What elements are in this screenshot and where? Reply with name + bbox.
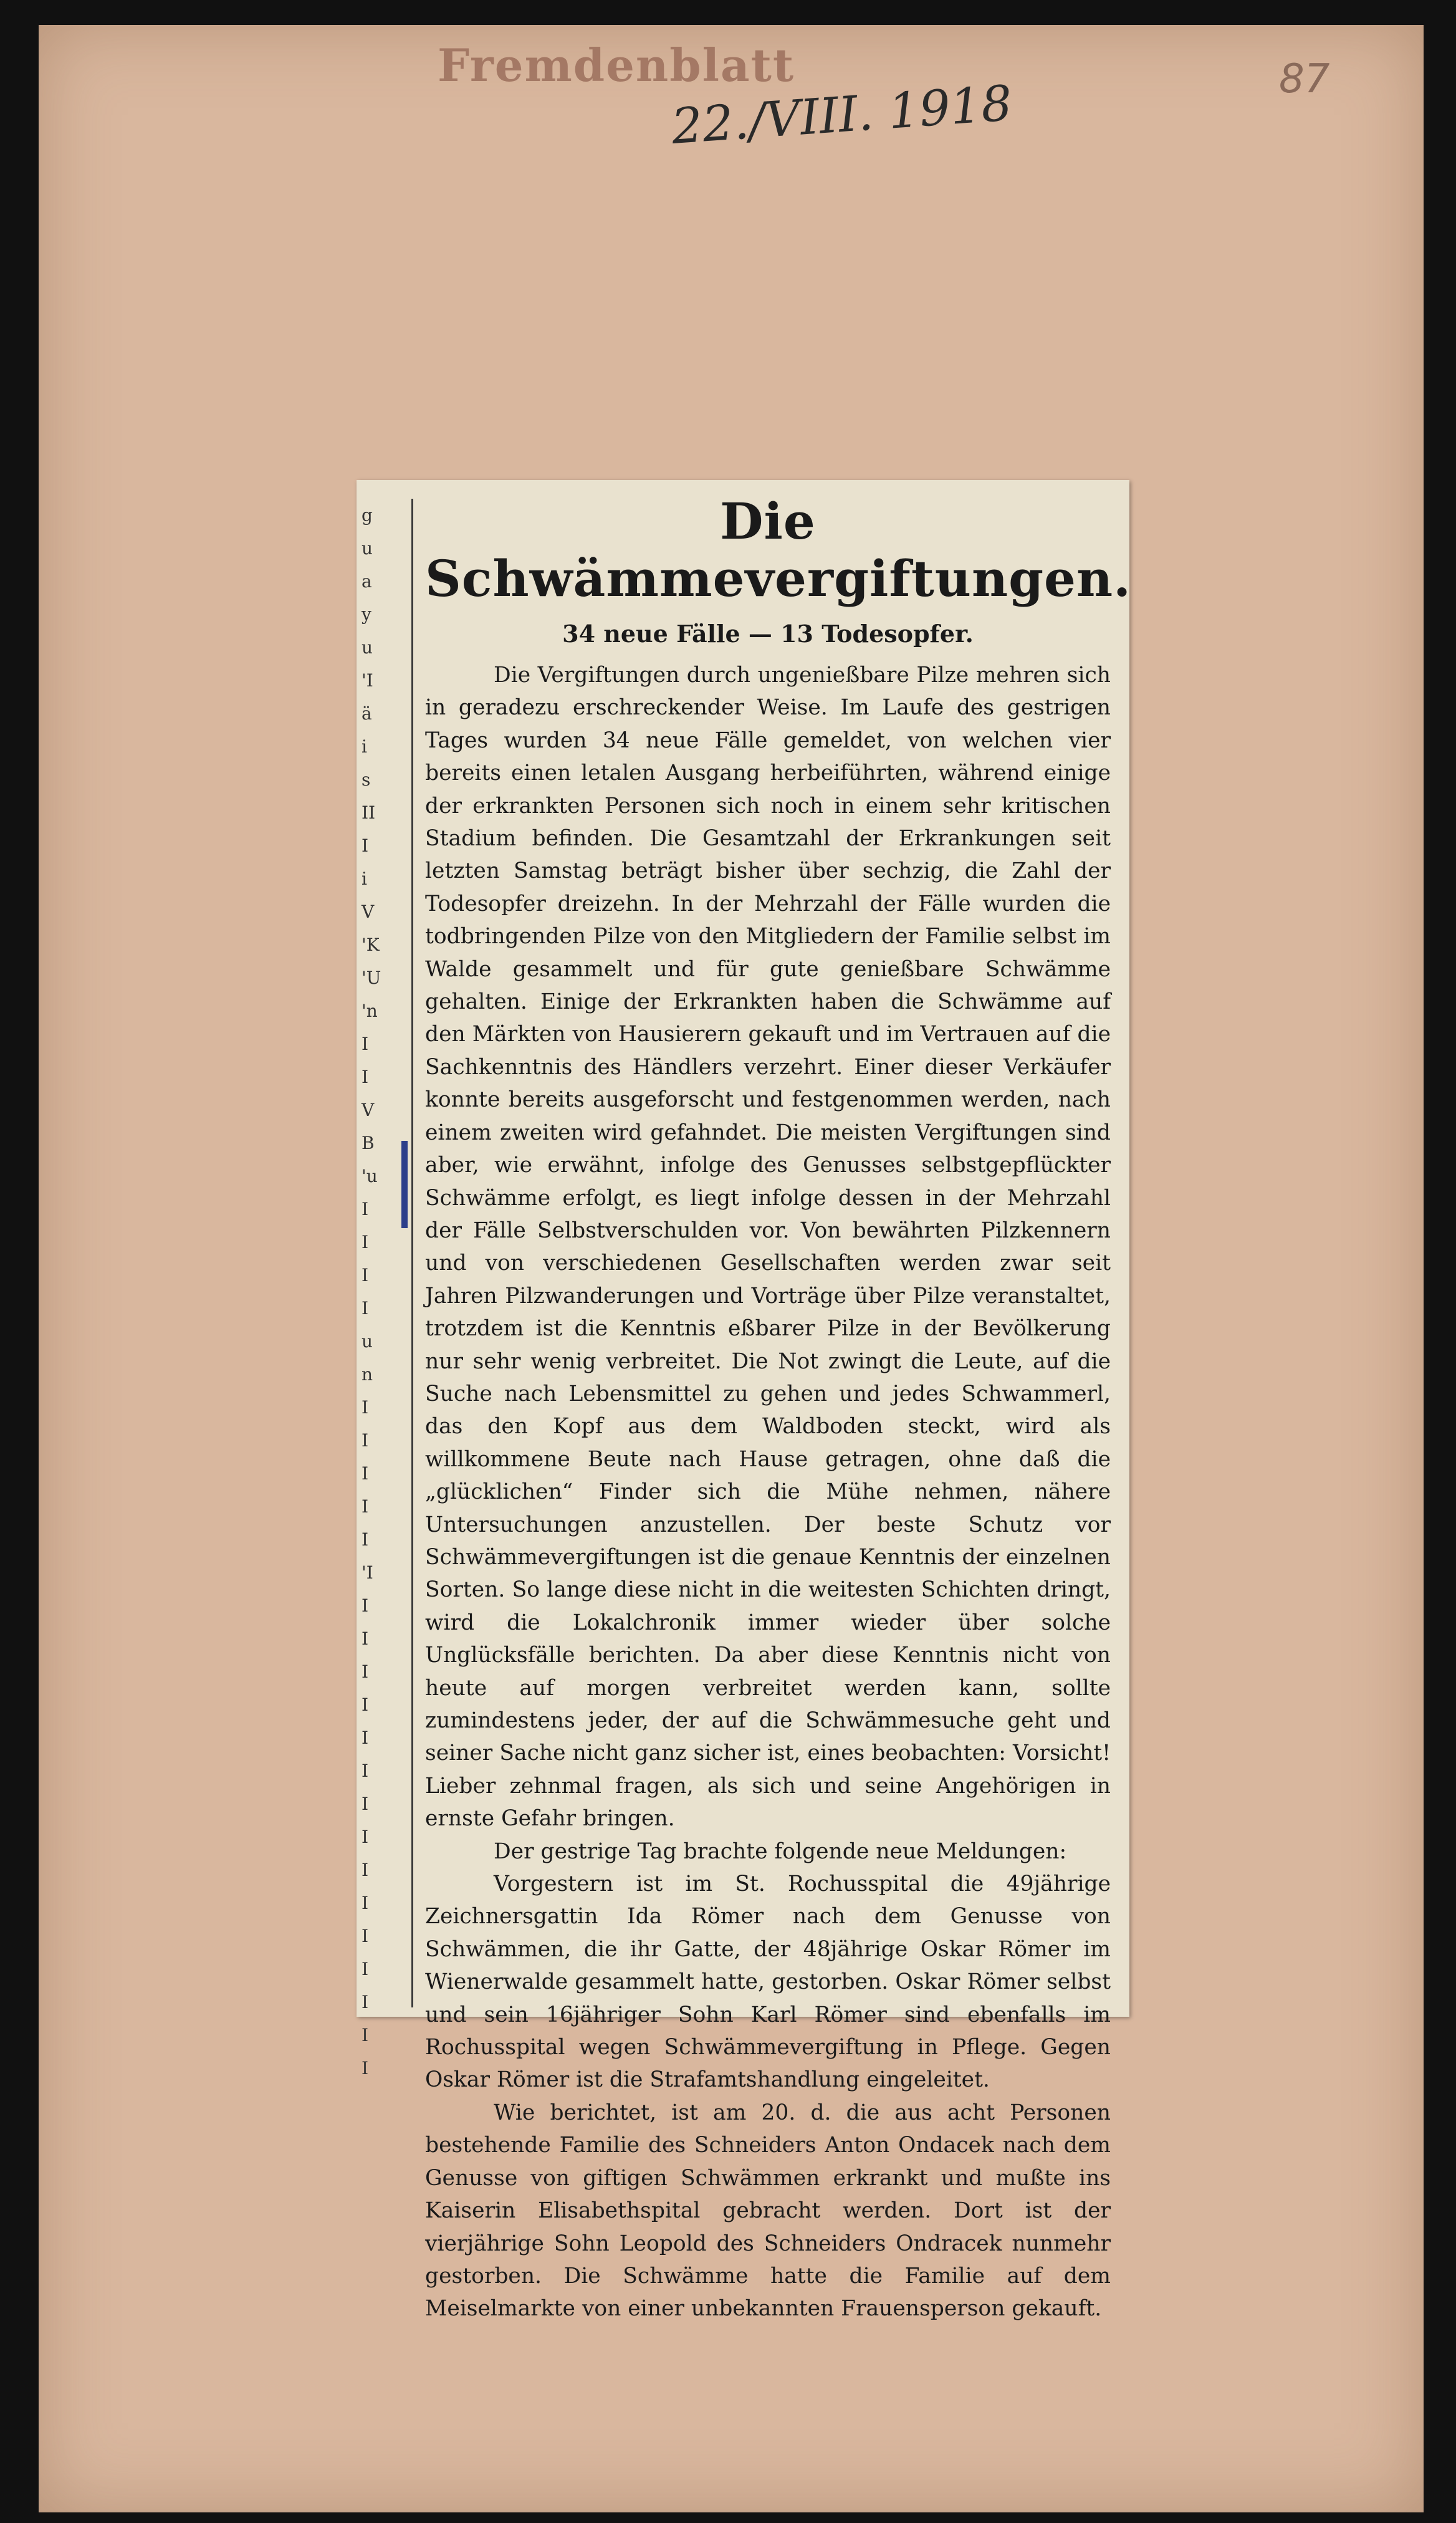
adjacent-column-fragment: I bbox=[362, 1529, 369, 1550]
adjacent-column-fragment: I bbox=[362, 1298, 369, 1319]
adjacent-column-fragment: I bbox=[362, 835, 369, 856]
newspaper-clipping bbox=[357, 480, 1131, 2322]
handwritten-date: 22./VIII. 1918 bbox=[669, 75, 1014, 155]
adjacent-column-fragment: I bbox=[362, 1992, 369, 2012]
adjacent-column-fragment: n bbox=[362, 1364, 373, 1385]
adjacent-column-fragment: I bbox=[362, 1893, 369, 1913]
adjacent-column-fragment: I bbox=[362, 1661, 369, 1682]
adjacent-column-fragment: V bbox=[362, 901, 375, 922]
blue-pencil-mark bbox=[401, 1141, 408, 1228]
adjacent-column-fragment: I bbox=[362, 1628, 369, 1649]
adjacent-column-fragment: 'I bbox=[362, 670, 373, 691]
adjacent-column-fragment: 'I bbox=[362, 1562, 373, 1583]
adjacent-column-fragment: I bbox=[362, 2025, 369, 2045]
adjacent-column-fragment: g bbox=[362, 505, 373, 526]
article-headline: Die Schwämmevergiftungen. bbox=[425, 492, 1131, 608]
adjacent-column-fragment: V bbox=[362, 1100, 375, 1120]
adjacent-column-fragment: u bbox=[362, 1331, 373, 1352]
adjacent-column-fragment: I bbox=[362, 1694, 369, 1715]
adjacent-column-fragment: B bbox=[362, 1133, 375, 1153]
article-paragraph: Wie berichtet, ist am 20. d. die aus acht Personen bestehende Familie des Schneiders Anton Ondacek nach dem Genusse von giftigen Schwämmen erkrankt und mußte ins Kaiserin Elisabethspital gebracht werden. Dort ist der vierjährige Sohn Leopold des Schneiders Ondracek nunmehr gestorben. Die Schwämme hatte die Familie auf dem Meiselmarkte von einer unbekannten Frauensperson gekauft. bbox=[425, 2100, 1111, 2322]
adjacent-column-fragment: 'K bbox=[362, 935, 380, 955]
adjacent-column-fragment: s bbox=[362, 769, 371, 790]
adjacent-column-fragment: I bbox=[362, 1430, 369, 1451]
adjacent-column-fragment: I bbox=[362, 1827, 369, 1847]
archive-sheet bbox=[39, 25, 1424, 2512]
adjacent-column-fragment: 'u bbox=[362, 1166, 378, 1186]
adjacent-column-fragment: I bbox=[362, 1034, 369, 1054]
adjacent-column-fragment: 'U bbox=[362, 968, 381, 988]
adjacent-column-fragment: u bbox=[362, 637, 373, 658]
adjacent-column-fragment: I bbox=[362, 1794, 369, 1814]
adjacent-column-fragment: u bbox=[362, 538, 373, 559]
adjacent-column-fragment: a bbox=[362, 571, 372, 592]
adjacent-column-fragment: I bbox=[362, 1067, 369, 1087]
newspaper-stamp: Fremdenblatt bbox=[438, 39, 795, 92]
adjacent-column-fragment: i bbox=[362, 868, 367, 889]
adjacent-column-fragment: I bbox=[362, 1926, 369, 1946]
article-paragraph: Vorgestern ist im St. Rochusspital die 49jährige Zeichnersgattin Ida Römer nach dem Genusse von Schwämmen, die ihr Gatte, der 48jährige Oskar Römer im Wienerwalde gesammelt hatte, gestorben. Oskar Römer selbst und sein 16jähriger Sohn Karl Römer sind ebenfalls im Rochusspital wegen Schwämmevergiftung in Pflege. Gegen Oskar Römer ist die Strafamtshandlung eingeleitet. bbox=[425, 1872, 1111, 2093]
page-number: 87 bbox=[1279, 56, 1330, 102]
adjacent-column-fragment: II bbox=[362, 802, 376, 823]
adjacent-column-fragment: I bbox=[362, 1761, 369, 1781]
adjacent-column-fragment: I bbox=[362, 1728, 369, 1748]
article-subhead: 34 neue Fälle — 13 Todesopfer. bbox=[562, 620, 974, 648]
article-paragraph: Der gestrige Tag brachte folgende neue Meldungen: bbox=[494, 1838, 1067, 1864]
adjacent-column-edge bbox=[357, 499, 413, 2078]
adjacent-column-fragment: 'n bbox=[362, 1001, 378, 1021]
article-column bbox=[425, 492, 1131, 2325]
adjacent-column-fragment: I bbox=[362, 2058, 369, 2078]
article-paragraph: Die Vergiftungen durch ungenießbare Pilze mehren sich in geradezu erschreckender Weise. Im Laufe des gestrigen Tages wurden 34 neue Fälle gemeldet, von welchen vier bereits einen letalen Ausgang herbeiführten, während einige der erkrankten Personen sich noch in einem sehr kritischen Stadium befinden. Die Gesamtzahl der Erkrankungen seit letzten Samstag beträgt bisher über sechzig, die Zahl der Todesopfer dreizehn. In der Mehrzahl der Fälle wurden die todbringenden Pilze von den Mitgliedern der Familie selbst im Walde gesammelt und für gute genießbare Schwämme gehalten. Einige der Erkrankten haben die Schwämme auf den Märkten von Hausierern gekauft und im Vertrauen auf die Sachkenntnis des Händlers verzehrt. Einer dieser Verkäufer konnte bereits ausgeforscht und festgenommen werden, nach einem zweiten wird gefahndet. Die meisten Vergiftungen sind aber, wie erwähnt, infolge des Genusses selbstgepflückter Schwämme erfolgt, es liegt infolge dessen in der Mehrzahl der Fälle Selbstverschulden vor. Von bewährten Pilzkennern und von verschiedenen Gesellschaften werden zwar seit Jahren Pilzwanderungen und Vorträge über Pilze veranstaltet, trotzdem ist die Kenntnis eßbarer Pilze in der Bevölkerung nur sehr wenig verbreitet. Die Not zwingt die Leute, auf die Suche nach Lebensmittel zu gehen und jedes Schwammerl, das den Kopf aus dem Waldboden steckt, wird als willkommene Beute nach Hause getragen, ohne daß die „glücklichen“ Finder sich die Mühe nehmen, nähere Untersuchungen anzustellen. Der beste Schutz vor Schwämmevergiftungen ist die genaue Kenntnis der einzelnen Sorten. So lange diese nicht in die weitesten Schichten dringt, wird die Lokalchronik immer wieder über solche Unglücksfälle berichten. Da aber diese Kenntnis nicht von heute auf morgen verbreitet werden kann, sollte zumindestens jeder, der auf die Schwämmesuche geht und seiner Sache nicht ganz sicher ist, eines beobachten: Vorsicht! Lieber zehnmal fragen, als sich und seine Angehörigen in ernste Gefahr bringen. bbox=[425, 663, 1111, 1832]
adjacent-column-fragment: I bbox=[362, 1463, 369, 1484]
adjacent-column-fragment: i bbox=[362, 736, 367, 757]
adjacent-column-fragment: I bbox=[362, 1199, 369, 1219]
adjacent-column-fragment: I bbox=[362, 1595, 369, 1616]
adjacent-column-fragment: ä bbox=[362, 703, 372, 724]
adjacent-column-fragment: I bbox=[362, 1397, 369, 1418]
adjacent-column-fragment: I bbox=[362, 1265, 369, 1286]
adjacent-column-fragment: I bbox=[362, 1496, 369, 1517]
adjacent-column-fragment: I bbox=[362, 1232, 369, 1252]
adjacent-column-fragment: I bbox=[362, 1860, 369, 1880]
adjacent-column-fragment: I bbox=[362, 1959, 369, 1979]
adjacent-column-fragment: y bbox=[362, 604, 371, 625]
